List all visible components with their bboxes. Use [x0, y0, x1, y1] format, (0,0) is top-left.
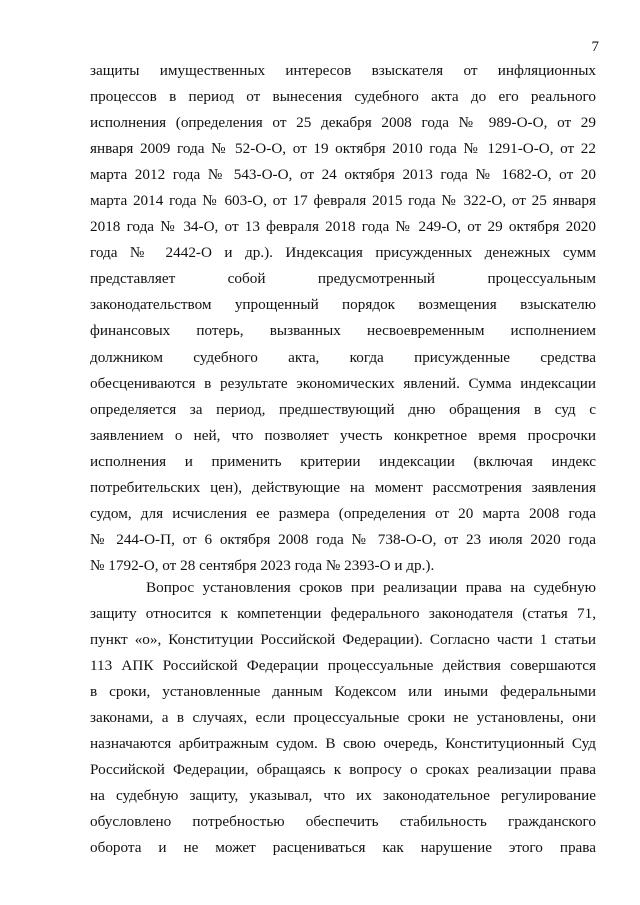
text-line: марта 2014 года № 603-О, от 17 февраля 2015 года № 322-О, от 25 января [90, 192, 596, 210]
text-line: № 1792-О, от 28 сентября 2023 года № 2393-О и др.). [90, 556, 435, 574]
page-number: 7 [591, 39, 599, 55]
text-line: финансовых потерь, вызванных несвоевременным исполнением [90, 322, 596, 340]
text-line: Российской Федерации, обращаясь к вопросу о сроках реализации права [90, 761, 596, 779]
text-line: процессов в период от вынесения судебного акта до его реального [90, 88, 596, 106]
text-line: должником судебного акта, когда присужденные средства [90, 348, 596, 366]
text-line: 2018 года № 34-О, от 13 февраля 2018 года № 249-О, от 29 октября 2020 [90, 218, 596, 236]
paragraph-indexation [90, 58, 596, 579]
text-line: пункт «о», Конституции Российской Федерации). Согласно части 1 статьи [90, 631, 596, 649]
text-line: назначаются арбитражным судом. В свою очередь, Конституционный Суд [90, 735, 596, 753]
text-line: исполнения (определения от 25 декабря 2008 года № 989-О-О, от 29 [90, 114, 596, 132]
text-line: потребительских цен), действующие на момент рассмотрения заявления [90, 478, 596, 496]
text-line: 113 АПК Российской Федерации процессуальные действия совершаются [90, 657, 596, 675]
text-line: года № 2442-О и др.). Индексация присужденных денежных сумм [90, 244, 596, 262]
text-line: оборота и не может расцениваться как нарушение этого права [90, 839, 596, 857]
paragraph-time-limits [90, 575, 596, 862]
text-line: на судебную защиту, указывал, что их законодательное регулирование [90, 787, 596, 805]
text-line: января 2009 года № 52-О-О, от 19 октября 2010 года № 1291-О-О, от 22 [90, 140, 596, 158]
text-line: обусловлено потребностью обеспечить стабильность гражданского [90, 813, 596, 831]
text-line: в сроки, установленные данным Кодексом или иными федеральными [90, 683, 596, 701]
text-line: представляет собой предусмотренный процессуальным [90, 270, 596, 288]
text-line: заявлением о ней, что позволяет учесть конкретное время просрочки [90, 426, 596, 444]
text-line: судом, для исчисления ее размера (определения от 20 марта 2008 года [90, 504, 596, 522]
text-line: марта 2012 года № 543-О-О, от 24 октября 2013 года № 1682-О, от 20 [90, 166, 596, 184]
text-line: исполнения и применить критерии индексации (включая индекс [90, 452, 596, 470]
text-line: обесцениваются в результате экономических явлений. Сумма индексации [90, 374, 596, 392]
text-line: защиту относится к компетенции федерального законодателя (статья 71, [90, 605, 596, 623]
text-line: определяется за период, предшествующий дню обращения в суд с [90, 400, 596, 418]
text-line: защиты имущественных интересов взыскателя от инфляционных [90, 62, 596, 79]
text-line: Вопрос установления сроков при реализации права на судебную [146, 579, 596, 596]
text-line: № 244-О-П, от 6 октября 2008 года № 738-О-О, от 23 июля 2020 года [90, 530, 596, 548]
text-line: законодательством упрощенный порядок возмещения взыскателю [90, 296, 596, 314]
text-line: законами, а в случаях, если процессуальные сроки не установлены, они [90, 709, 596, 727]
